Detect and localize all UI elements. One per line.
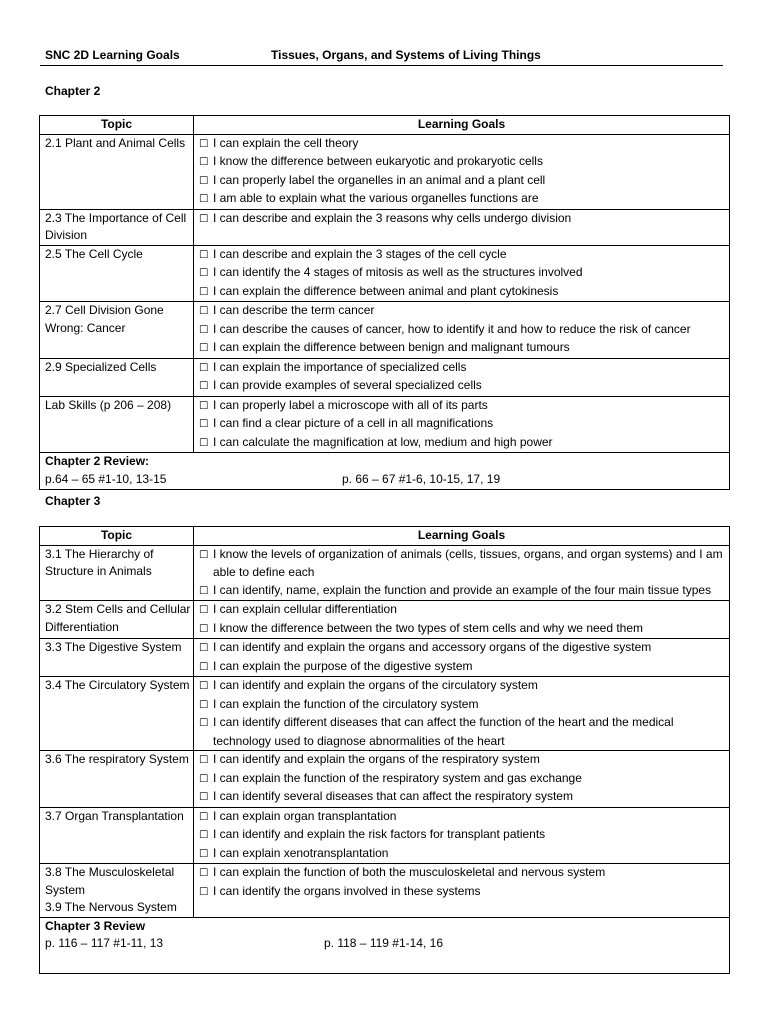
checkbox-icon[interactable]: ☐	[199, 660, 209, 673]
chapter-3-rows	[40, 545, 730, 917]
table-row	[40, 358, 730, 396]
topic-cell	[40, 302, 194, 359]
chapter-3-heading: Chapter 3	[45, 494, 101, 508]
checkbox-icon[interactable]: ☐	[199, 642, 209, 654]
topic-label: 3.6 The respiratory System	[45, 752, 189, 766]
checkbox-icon[interactable]: ☐	[199, 754, 209, 766]
learning-goal-item	[199, 246, 729, 265]
learning-goal-item	[199, 864, 729, 883]
checkbox-icon[interactable]: ☐	[199, 584, 209, 597]
learning-goal-item	[199, 339, 729, 358]
goals-cell	[194, 134, 730, 209]
learning-goal-item	[199, 415, 729, 434]
table-row	[40, 601, 730, 639]
topic-label: Lab Skills (p 206 – 208)	[45, 397, 172, 412]
learning-goal-text: I can explain organ transplantation	[213, 808, 397, 823]
learning-goal-text: I can explain the function of both the musculoskeletal and nervous system	[213, 865, 606, 879]
learning-goal-item	[199, 826, 729, 845]
chapter-2-rows	[40, 134, 730, 453]
checkbox-icon[interactable]: ☐	[199, 847, 209, 860]
column-header-topic: Topic	[40, 527, 194, 546]
goals-cell	[194, 864, 730, 918]
learning-goal-item	[199, 283, 729, 302]
learning-goal-item	[199, 359, 729, 378]
checkbox-icon[interactable]: ☐	[199, 698, 209, 711]
learning-goal-text: I can describe and explain the 3 reasons why cells undergo division	[213, 210, 572, 225]
chapter-3-table	[39, 526, 730, 974]
learning-goal-text: I can describe and explain the 3 stages of the cell cycle	[213, 246, 507, 261]
review-assignment-right: p. 118 – 119 #1-14, 16	[324, 936, 443, 950]
learning-goal-item	[199, 639, 729, 658]
topic-cell	[40, 601, 194, 639]
learning-goal-item	[199, 714, 729, 750]
checkbox-icon[interactable]: ☐	[199, 361, 209, 374]
checkbox-icon[interactable]: ☐	[199, 342, 209, 354]
topic-cell	[40, 864, 194, 918]
chapter-3-review	[40, 917, 730, 973]
learning-goal-text: I can explain the function of the circulatory system	[213, 696, 479, 711]
chapter-2-heading: Chapter 2	[45, 84, 101, 98]
learning-goal-text: I can provide examples of several specialized cells	[213, 378, 482, 392]
learning-goal-item	[199, 434, 729, 453]
checkbox-icon[interactable]: ☐	[199, 399, 209, 412]
chapter-2-review	[40, 453, 730, 490]
learning-goal-item	[199, 658, 729, 677]
table-header-row	[40, 527, 730, 546]
topic-label: 3.7 Organ Transplantation	[45, 808, 184, 823]
learning-goal-item	[199, 770, 729, 789]
table-row	[40, 209, 730, 245]
learning-goal-item	[199, 135, 729, 154]
checkbox-icon[interactable]: ☐	[199, 323, 209, 336]
table-row	[40, 677, 730, 751]
checkbox-icon[interactable]: ☐	[199, 285, 209, 298]
learning-goal-text: I can identify the organs involved in these systems	[213, 883, 481, 898]
document-header-title: Tissues, Organs, and Systems of Living Things	[271, 48, 541, 62]
learning-goal-text: I can identify and explain the organs and accessory organs of the digestive system	[213, 640, 652, 654]
checkbox-icon[interactable]: ☐	[199, 772, 209, 785]
learning-goal-item	[199, 808, 729, 827]
topic-label: 3.4 The Circulatory System	[45, 678, 190, 692]
learning-goal-item	[199, 210, 729, 229]
learning-goal-item	[199, 696, 729, 715]
checkbox-icon[interactable]: ☐	[199, 829, 209, 841]
learning-goal-item	[199, 190, 729, 209]
learning-goal-item	[199, 397, 729, 416]
checkbox-icon[interactable]: ☐	[199, 267, 209, 279]
checkbox-icon[interactable]: ☐	[199, 604, 209, 616]
learning-goal-item	[199, 321, 729, 340]
checkbox-icon[interactable]: ☐	[199, 885, 209, 898]
learning-goal-item	[199, 845, 729, 864]
learning-goal-item	[199, 883, 729, 902]
topic-label: 2.3 The Importance of Cell Division	[45, 210, 187, 242]
checkbox-icon[interactable]: ☐	[199, 867, 209, 879]
learning-goal-text: I can identify the 4 stages of mitosis as well as the structures involved	[213, 265, 583, 279]
table-row	[40, 864, 730, 918]
topic-cell	[40, 639, 194, 677]
learning-goal-item	[199, 601, 729, 620]
column-header-topic: Topic	[40, 116, 194, 135]
goals-cell	[194, 245, 730, 302]
topic-cell	[40, 751, 194, 808]
checkbox-icon[interactable]: ☐	[199, 717, 209, 729]
goals-cell	[194, 807, 730, 864]
table-row	[40, 245, 730, 302]
learning-goal-text: I can identify and explain the organs of the circulatory system	[213, 678, 538, 692]
learning-goal-text: I can explain the purpose of the digestive system	[213, 658, 473, 673]
goals-cell	[194, 639, 730, 677]
goals-cell	[194, 302, 730, 359]
goals-cell	[194, 601, 730, 639]
topic-cell	[40, 396, 194, 453]
table-row	[40, 396, 730, 453]
learning-goal-text: I can explain the cell theory	[213, 135, 359, 150]
chapter-2-table	[39, 115, 730, 490]
checkbox-icon[interactable]: ☐	[199, 305, 209, 317]
topic-cell	[40, 358, 194, 396]
table-row	[40, 807, 730, 864]
learning-goal-text: I can explain the difference between animal and plant cytokinesis	[213, 283, 559, 298]
learning-goal-text: I can explain the function of the respiratory system and gas exchange	[213, 770, 582, 785]
topic-label: 2.5 The Cell Cycle	[45, 246, 143, 261]
learning-goal-text: I can identify, name, explain the function and provide an example of the four main tissue types	[213, 582, 712, 597]
learning-goal-item	[199, 677, 729, 696]
checkbox-icon[interactable]: ☐	[199, 791, 209, 803]
topic-cell	[40, 677, 194, 751]
learning-goal-text: I can identify and explain the risk factors for transplant patients	[213, 827, 546, 841]
learning-goal-item	[199, 582, 729, 601]
table-row	[40, 545, 730, 601]
topic-cell	[40, 209, 194, 245]
goals-cell	[194, 209, 730, 245]
learning-goal-item	[199, 751, 729, 770]
checkbox-icon[interactable]: ☐	[199, 156, 209, 168]
learning-goal-text: I can find a clear picture of a cell in all magnifications	[213, 416, 494, 430]
topic-label: 3.3 The Digestive System	[45, 640, 182, 654]
learning-goal-text: I know the difference between the two types of stem cells and why we need them	[213, 620, 644, 635]
review-assignment-left: p. 116 – 117 #1-11, 13	[45, 936, 164, 950]
learning-goal-text: I can explain xenotransplantation	[213, 845, 389, 860]
table-row	[40, 751, 730, 808]
review-assignment-left: p.64 – 65 #1-10, 13-15	[45, 471, 167, 486]
goals-cell	[194, 396, 730, 453]
checkbox-icon[interactable]: ☐	[199, 680, 209, 692]
review-assignment-right: p. 66 – 67 #1-6, 10-15, 17, 19	[342, 471, 501, 486]
topic-cell	[40, 134, 194, 209]
learning-goal-item	[199, 153, 729, 172]
checkbox-icon[interactable]: ☐	[199, 548, 209, 561]
column-header-learning-goals: Learning Goals	[194, 116, 730, 135]
goals-cell	[194, 677, 730, 751]
checkbox-icon[interactable]: ☐	[199, 622, 209, 635]
column-header-learning-goals: Learning Goals	[194, 527, 730, 546]
table-row	[40, 302, 730, 359]
learning-goal-text: I can identify and explain the organs of the respiratory system	[213, 752, 540, 766]
topic-label: 3.9 The Nervous System	[45, 900, 177, 914]
topic-label: 2.7 Cell Division Gone Wrong: Cancer	[45, 303, 164, 335]
review-title: Chapter 3 Review	[45, 918, 146, 933]
checkbox-icon[interactable]: ☐	[199, 193, 209, 205]
table-row	[40, 639, 730, 677]
learning-goal-text: I can describe the term cancer	[213, 303, 375, 317]
checkbox-icon[interactable]: ☐	[199, 137, 209, 150]
learning-goal-text: I can properly label the organelles in an animal and a plant cell	[213, 172, 546, 187]
topic-label: 2.1 Plant and Animal Cells	[45, 135, 186, 150]
learning-goal-text: I can explain cellular differentiation	[213, 602, 397, 616]
learning-goal-item	[199, 302, 729, 321]
header-rule	[40, 65, 723, 66]
learning-goal-text: I can explain the importance of specialized cells	[213, 359, 467, 374]
checkbox-icon[interactable]: ☐	[199, 212, 209, 225]
checkbox-icon[interactable]: ☐	[199, 436, 209, 449]
goals-cell	[194, 751, 730, 808]
topic-label: 3.1 The Hierarchy of Structure in Animals	[45, 546, 154, 578]
learning-goal-item	[199, 264, 729, 283]
document-header-course: SNC 2D Learning Goals	[45, 48, 180, 62]
topic-cell	[40, 245, 194, 302]
learning-goal-item	[199, 172, 729, 191]
topic-label: 2.9 Specialized Cells	[45, 359, 157, 374]
learning-goal-item	[199, 377, 729, 396]
goals-cell	[194, 358, 730, 396]
topic-label: 3.2 Stem Cells and Cellular Differentiation	[45, 602, 191, 634]
table-header-row	[40, 116, 730, 135]
learning-goal-text: I am able to explain what the various organelles functions are	[213, 191, 539, 205]
topic-label: 3.8 The Musculoskeletal System	[45, 865, 175, 897]
review-title: Chapter 2 Review:	[45, 454, 150, 468]
learning-goal-text: I can explain the difference between benign and malignant tumours	[213, 340, 570, 354]
goals-cell	[194, 545, 730, 601]
learning-goal-text: I can calculate the magnification at low, medium and high power	[213, 434, 553, 449]
learning-goal-text: I know the difference between eukaryotic and prokaryotic cells	[213, 154, 543, 168]
table-row	[40, 134, 730, 209]
checkbox-icon[interactable]: ☐	[199, 810, 209, 823]
learning-goal-item	[199, 546, 729, 582]
learning-goal-item	[199, 788, 729, 807]
checkbox-icon[interactable]: ☐	[199, 248, 209, 261]
checkbox-icon[interactable]: ☐	[199, 380, 209, 392]
topic-cell	[40, 807, 194, 864]
checkbox-icon[interactable]: ☐	[199, 174, 209, 187]
checkbox-icon[interactable]: ☐	[199, 418, 209, 430]
learning-goal-item	[199, 620, 729, 639]
learning-goal-text: I can identify several diseases that can affect the respiratory system	[213, 789, 573, 803]
learning-goal-text: I can describe the causes of cancer, how to identify it and how to reduce the risk of cancer	[213, 321, 691, 336]
learning-goal-text: I can properly label a microscope with all of its parts	[213, 397, 488, 412]
topic-cell	[40, 545, 194, 601]
learning-goal-text: I can identify different diseases that can affect the function of the heart and the medical technology used to diagnose abnormalities of the heart	[213, 715, 674, 748]
learning-goal-text: I know the levels of organization of animals (cells, tissues, organs, and organ systems) and I am able to define each	[213, 546, 723, 579]
